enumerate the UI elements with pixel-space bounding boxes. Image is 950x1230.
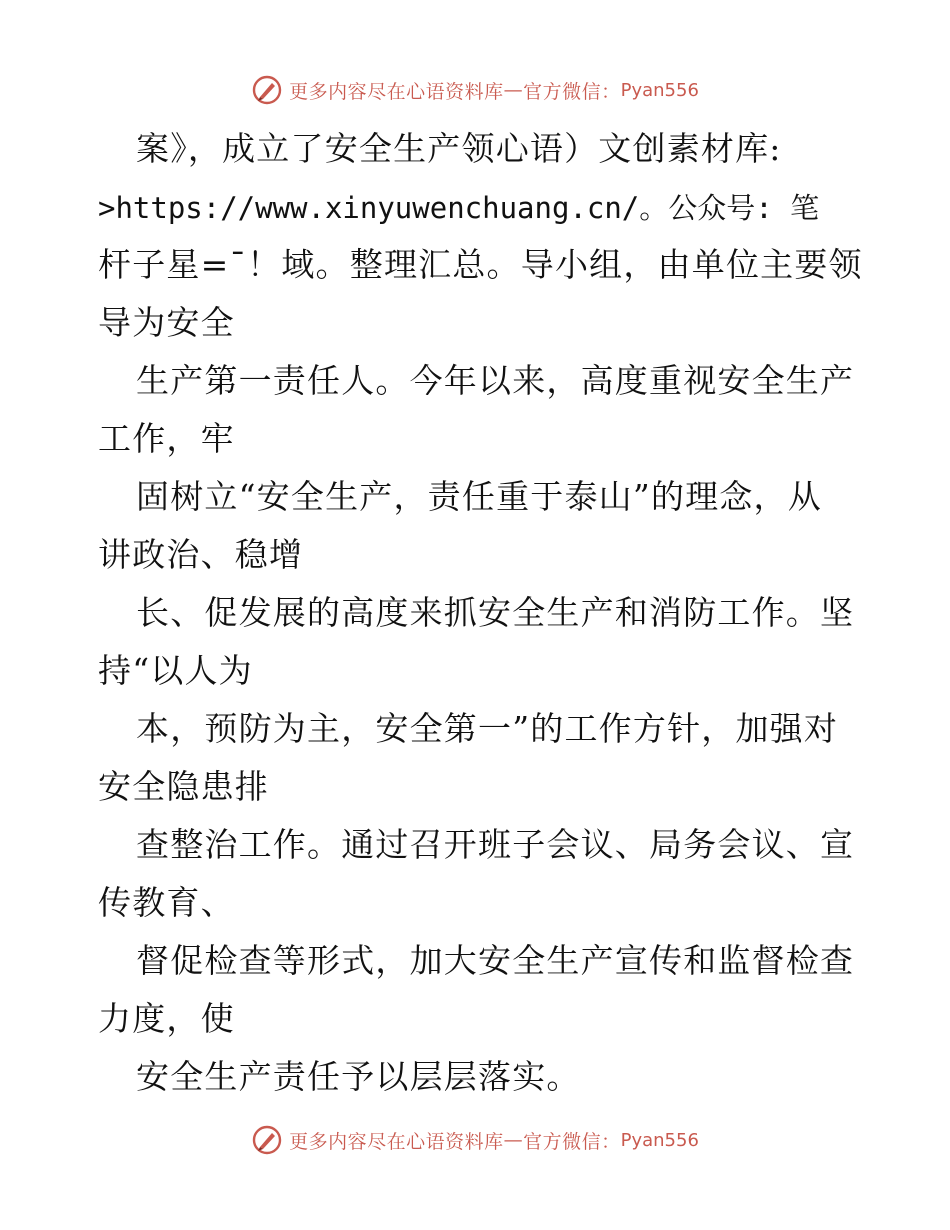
body-line: 工作，牢 <box>98 419 235 458</box>
body-line: 本，预防为主，安全第一”的工作方针，加强对 <box>136 709 839 748</box>
header-dash: — <box>503 79 524 101</box>
body-line: 安全隐患排 <box>98 767 269 806</box>
header-wechat-label: 官方微信： <box>523 80 621 103</box>
footer-wechat-id: Pyan556 <box>620 1129 699 1151</box>
body-line: 案》，成立了安全生产领心语）文创素材库: <box>136 129 782 168</box>
body-line: 督促检查等形式，加大安全生产宣传和监督检查 <box>136 941 855 980</box>
body-line: 安全生产责任予以层层落实。 <box>136 1057 581 1096</box>
body-line: 固树立“安全生产，责任重于泰山”的理念，从 <box>136 477 822 516</box>
header-wechat-id: Pyan556 <box>620 79 699 101</box>
body-line: 生产第一责任人。今年以来，高度重视安全生产 <box>136 361 855 400</box>
body-line: 杆子星=¯！域。整理汇总。导小组，由单位主要领 <box>98 245 863 284</box>
body-line: 传教育、 <box>98 883 235 922</box>
pen-logo-icon <box>251 74 283 106</box>
footer-brand-text: 更多内容尽在心语资料库 <box>289 1130 504 1153</box>
body-line <box>98 178 858 236</box>
header-banner <box>0 70 950 110</box>
body-line: 讲政治、稳增 <box>98 535 304 574</box>
body-line: 力度，使 <box>98 999 235 1038</box>
footer-dash: — <box>503 1129 524 1151</box>
header-brand-text: 更多内容尽在心语资料库 <box>289 80 504 103</box>
footer-wechat-label: 官方微信： <box>523 1130 621 1153</box>
pen-logo-icon <box>251 1124 283 1156</box>
body-line: 查整治工作。通过召开班子会议、局务会议、宣 <box>136 825 855 864</box>
footer-banner <box>0 1120 950 1160</box>
document-body <box>98 120 863 1106</box>
body-line: 长、促发展的高度来抓安全生产和消防工作。坚 <box>136 593 855 632</box>
body-line: 持“以人为 <box>98 651 253 690</box>
body-line: 导为安全 <box>98 303 235 342</box>
url-text: >https://www.xinyuwenchuang.cn/。公众号: 笔 <box>98 191 820 225</box>
